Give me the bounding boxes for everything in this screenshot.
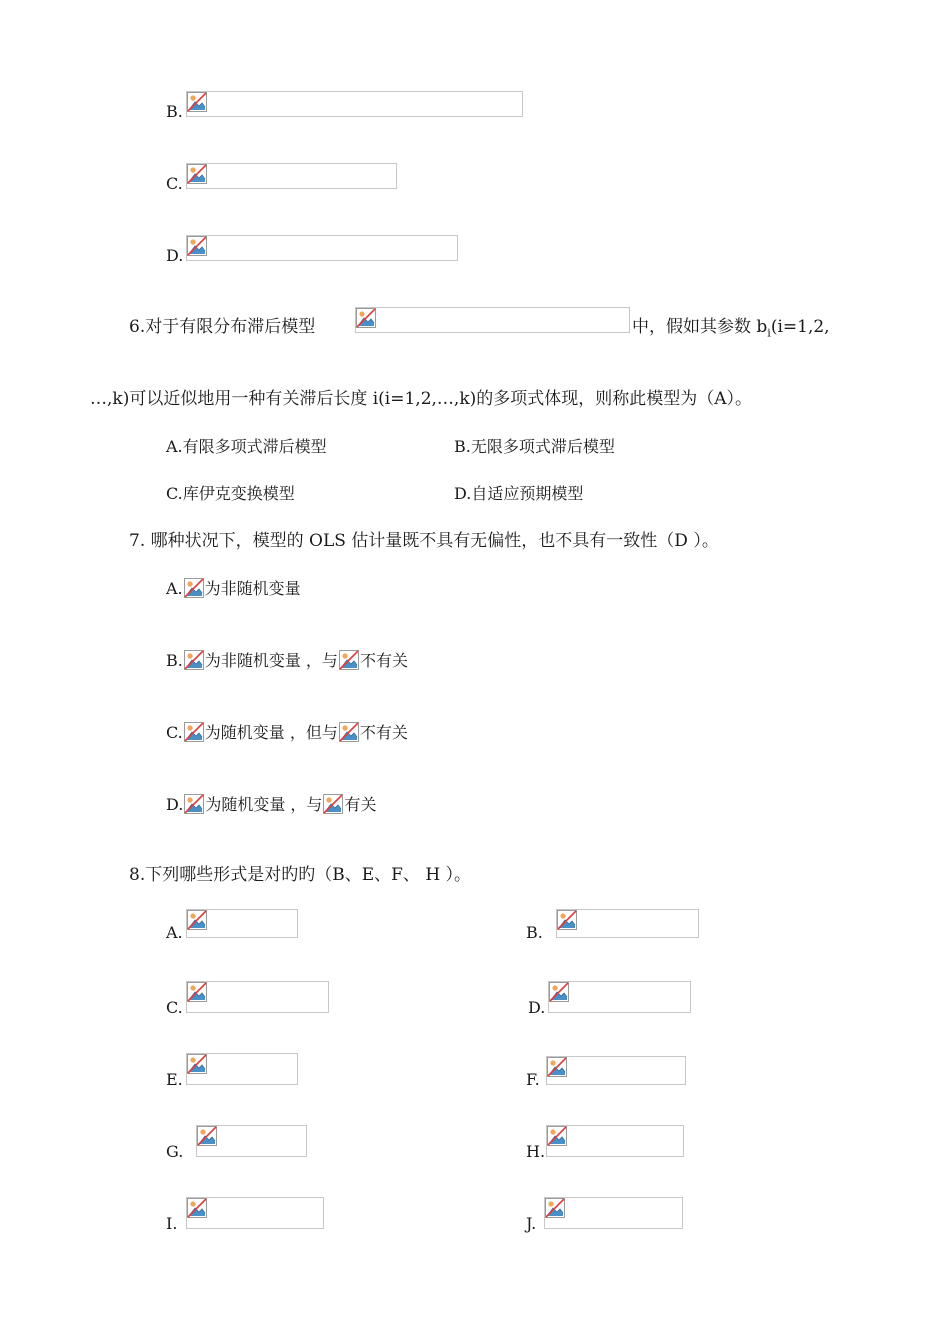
q7-c-formula-image-2 <box>339 722 359 742</box>
broken-image-icon <box>187 910 207 930</box>
q6-option-a: A.有限多项式滞后模型 <box>166 437 327 456</box>
q7-d-formula-image-1 <box>184 794 204 814</box>
broken-image-icon <box>184 650 204 670</box>
q7-option-c: C. 为随机变量 ，但与 不有关 <box>166 723 408 742</box>
q8-text: 8.下列哪些形式是对旳旳（B、E、F、 H ）。 <box>129 865 472 885</box>
q8-option-a-formula-image <box>186 909 298 938</box>
broken-image-icon <box>184 722 204 742</box>
q8-option-f-letter: F. <box>526 1070 540 1089</box>
q5-option-c-formula-image <box>186 163 397 189</box>
q7-c-formula-image-1 <box>184 722 204 742</box>
q7-b-formula-image-2 <box>339 650 359 670</box>
q7-option-a: A. 为非随机变量 <box>166 579 301 598</box>
q7-a-formula-image <box>184 578 204 598</box>
q8-option-a-letter: A. <box>166 923 183 942</box>
q6-option-b: B.无限多项式滞后模型 <box>454 437 615 456</box>
q7-text: 7. 哪种状况下，模型的 OLS 估计量既不具有无偏性，也不具有一致性（D ）。 <box>129 531 719 551</box>
q8-option-j-letter: J. <box>526 1214 537 1233</box>
q8-option-d-formula-image <box>548 981 691 1013</box>
q6-text-line2: …,k)可以近似地用一种有关滞后长度 i(i=1,2,…,k)的多项式体现，则称此模型为（A）。 <box>90 389 753 409</box>
broken-image-icon <box>187 1198 207 1218</box>
q8-option-f-formula-image <box>546 1056 686 1085</box>
broken-image-icon <box>547 1126 567 1146</box>
q6-model-formula-image <box>355 307 630 333</box>
q6-text-part1: 6.对于有限分布滞后模型 <box>129 317 316 337</box>
q8-option-g-formula-image <box>196 1125 307 1157</box>
broken-image-icon <box>187 92 207 112</box>
q7-d-formula-image-2 <box>323 794 343 814</box>
q8-option-j-formula-image <box>544 1197 683 1229</box>
broken-image-icon <box>339 722 359 742</box>
q5-option-d-letter: D. <box>166 246 184 265</box>
broken-image-icon <box>339 650 359 670</box>
q7-option-b: B. 为非随机变量 ，与 不有关 <box>166 651 408 670</box>
q8-option-g-letter: G. <box>166 1142 184 1161</box>
q6-option-c: C.库伊克变换模型 <box>166 484 295 503</box>
q6-text-part2: 中，假如其参数 $b_i(i=1,2$, <box>632 317 830 340</box>
q8-option-d-letter: D. <box>528 998 546 1017</box>
q8-option-i-formula-image <box>186 1197 324 1229</box>
q8-option-c-letter: C. <box>166 998 183 1017</box>
q8-option-h-letter: H. <box>526 1142 546 1161</box>
q5-option-d-formula-image <box>186 235 458 261</box>
q8-option-b-letter: B. <box>526 923 543 942</box>
broken-image-icon <box>557 910 577 930</box>
broken-image-icon <box>549 982 569 1002</box>
q8-option-h-formula-image <box>546 1125 684 1157</box>
q8-option-e-letter: E. <box>166 1070 183 1089</box>
broken-image-icon <box>187 236 207 256</box>
q5-option-b-letter: B. <box>166 102 183 121</box>
broken-image-icon <box>187 1054 207 1074</box>
broken-image-icon <box>545 1198 565 1218</box>
broken-image-icon <box>187 982 207 1002</box>
q7-option-d: D. 为随机变量 ，与 有关 <box>166 795 377 814</box>
broken-image-icon <box>323 794 343 814</box>
q8-option-c-formula-image <box>186 981 329 1013</box>
broken-image-icon <box>356 308 376 328</box>
q8-option-i-letter: I. <box>166 1214 178 1233</box>
broken-image-icon <box>184 578 204 598</box>
q8-option-e-formula-image <box>186 1053 298 1085</box>
q7-b-formula-image-1 <box>184 650 204 670</box>
broken-image-icon <box>187 164 207 184</box>
broken-image-icon <box>547 1057 567 1077</box>
q8-option-b-formula-image <box>556 909 699 938</box>
q6-subscript: i <box>767 326 771 340</box>
q5-option-b-formula-image <box>186 91 523 117</box>
q6-option-d: D.自适应预期模型 <box>454 484 584 503</box>
broken-image-icon <box>197 1126 217 1146</box>
broken-image-icon <box>184 794 204 814</box>
q5-option-c-letter: C. <box>166 174 183 193</box>
